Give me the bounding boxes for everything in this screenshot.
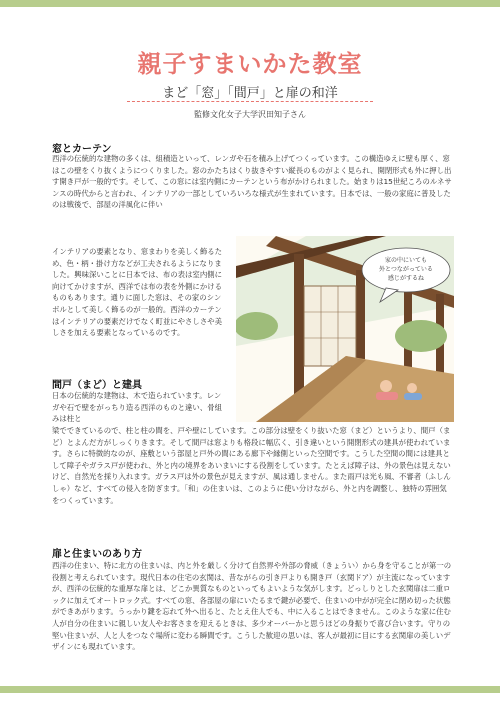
- page-subtitle: まど「窓」「間戸」と扉の和洋: [162, 86, 338, 101]
- bottom-accent-bar: [0, 686, 500, 693]
- section-heading-madoto-tategu: 間戸（まど）と建具: [52, 380, 142, 391]
- section-2-paragraph-narrow: 日本の伝統的な建物は、木で造られています。レンガや石で壁をがっちり造る西洋のものと違い、骨組みは柱と: [52, 391, 222, 424]
- speech-bubble-line-1: 家の中にいても: [384, 257, 428, 264]
- title-divider: [127, 101, 373, 102]
- section-2-paragraph-wide: 梁でできているので、柱と柱の間を、戸や壁にしています。この部分は壁をくり抜いた窓（まど）というより、間戸（まど）とよんだ方がしっくりきます。そして間戸は窓よりも格段に幅広く、引き違いという開閉形式の建具が使われています。さらに特徴的なのが、座敷という部屋と戸外の間にある廊下や縁側といった空間です。こうした空間の間には建具として障子やガラス戸が使われ、外と内の境界をあいまいにする役割をしています。たとえば障子は、外の景色は見えないけど、自然光を採り入れます。ガラス戸は外の景色が見えますが、風は通しません。また雨戸は光も風、不審者（ふしんしゃ）など、すべての侵入を防ぎます。「和」の住まいは、このように使い分けながら、外と内を調整し、独特の雰囲気をつくっています。: [52, 426, 451, 505]
- section-1-paragraph-wide: 西洋の伝統的な建物の多くは、組積造といって、レンガや石を積み上げてつくっています。この構造ゆえに壁も厚く、窓はこの壁をくり抜くようにつくりました。窓のかたちはくり抜きやすい縦長のものがよく見られ、開閉形式も外に押し出す開き戸が一般的です。そして、この窓には室内側にカーテンという布がかけられました。始まりは15世紀ころのルネサンスの時代からと言われ、インテリアの一部としていろいろな様式が生まれています。日本では、一般の家庭に普及したのは戦後で、部屋の洋風化に伴い: [52, 154, 452, 210]
- page-title: 親子すまいかた教室: [137, 50, 363, 78]
- section-3-paragraph: 西洋の住まい、特に北方の住まいは、内と外を厳しく分けて自然界や外部の脅威（きょうい）から身を守ることが第一の役割と考えられています。現代日本の住宅の玄関は、昔ながらの引き戸よりも開き戸（玄関ドア）が主流になっていますが、西洋の伝統的な重厚な扉とは、どこか異質なものといってもよいような気がします。どっしりとした玄関扉は二重ロックに加えてオートロック式。すべての窓、各部屋の扉にいたるまで鍵が必要で、住まいの中がが完全に閉め切った状態ができあがります。うっかり鍵を忘れて外へ出ると、たとえ住人でも、中に入ることはできません。このような家に住む人が自分の住まいに親しい友人やお客さまを迎えるときは、多少オーバーかと思うほどの身振りで喜び合います。守りの堅い住まいが、人と人をつなぐ場所に変わる瞬間です。こうした歓迎の思いは、客人が最初に目にする玄関扉の美しいデザインにも現れています。: [52, 561, 452, 652]
- engawa-illustration: [236, 236, 454, 422]
- section-1-paragraph-narrow: インテリアの要素となり、窓まわりを美しく飾るため、色・柄・掛け方などが工夫されるようになりました。興味深いことに日本では、布の表は室内側に向けてかけますが、西洋では布の表を外側にかけるものもあります。通りに面した窓は、その家のシンボルとして美しく飾るのが一般的。西洋のカーテンはインテリアの要素だけでなく町並にやさしさや美しさを加える要素となっているのです。: [52, 247, 222, 338]
- section-heading-door-living: 扉と住まいのあり方: [52, 549, 142, 560]
- speech-bubble-line-3: 感じがするね: [387, 275, 425, 282]
- section-heading-window-curtain: 窓とカーテン: [52, 144, 112, 155]
- top-accent-bar: [0, 0, 500, 7]
- speech-bubble-line-2: 外とつながっている: [379, 266, 433, 273]
- byline: 監修文化女子大学沢田知子さん: [194, 110, 306, 119]
